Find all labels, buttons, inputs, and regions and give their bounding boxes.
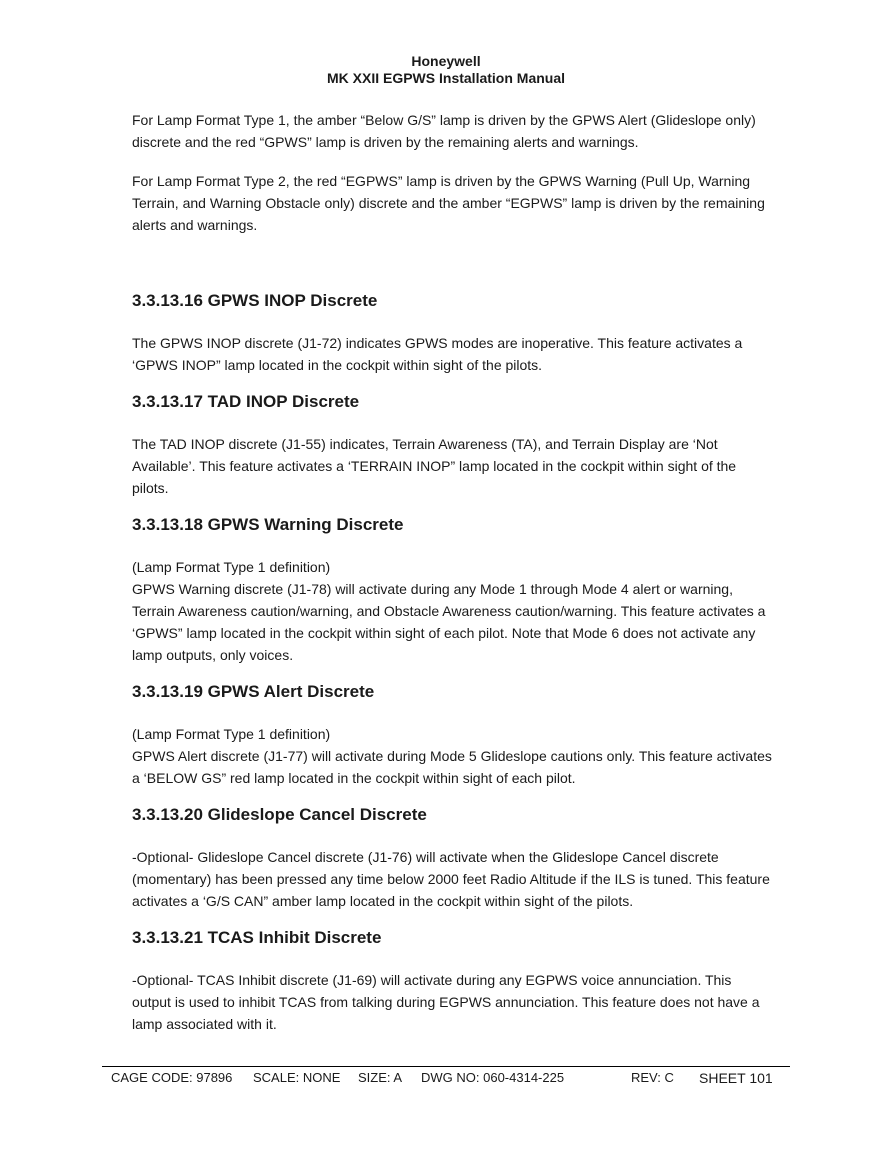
section-note-gpws-warning: (Lamp Format Type 1 definition) xyxy=(132,559,331,575)
intro-paragraph-1: For Lamp Format Type 1, the amber “Below G/S” lamp is driven by the GPWS Alert (Glideslope only) discrete and the red “GPWS” lamp is driven by the remaining alerts and warnings. xyxy=(132,112,756,150)
footer-sheet: SHEET 101 xyxy=(699,1070,773,1086)
section-title-gpws-inop: 3.3.13.16 GPWS INOP Discrete xyxy=(132,291,378,310)
section-title-glideslope-cancel: 3.3.13.20 Glideslope Cancel Discrete xyxy=(132,805,427,824)
page-header xyxy=(0,53,892,87)
footer-dwg-no: DWG NO: 060-4314-225 xyxy=(421,1070,565,1085)
footer-cage-code: CAGE CODE: 97896 xyxy=(111,1070,233,1085)
footer-divider xyxy=(102,1066,790,1067)
section-note-gpws-alert: (Lamp Format Type 1 definition) xyxy=(132,726,331,742)
footer-rev: REV: C xyxy=(631,1070,674,1085)
section-body-tad-inop: The TAD INOP discrete (J1-55) indicates, Terrain Awareness (TA), and Terrain Display are ‘Not Available’. This feature activates a ‘TERRAIN INOP” lamp located in the cockpit within sight of the pilots. xyxy=(132,436,737,496)
header-manual-title: MK XXII EGPWS Installation Manual xyxy=(326,70,566,86)
section-title-tcas-inhibit: 3.3.13.21 TCAS Inhibit Discrete xyxy=(132,928,382,947)
section-body-tcas-inhibit: -Optional- TCAS Inhibit discrete (J1-69) will activate during any EGPWS voice annunciation. This output is used to inhibit TCAS from talking during EGPWS annunciation. This feature does not have a lamp associated with it. xyxy=(132,972,760,1032)
section-title-gpws-alert: 3.3.13.19 GPWS Alert Discrete xyxy=(132,682,375,701)
section-title-tad-inop: 3.3.13.17 TAD INOP Discrete xyxy=(132,392,360,411)
footer-size: SIZE: A xyxy=(358,1070,403,1085)
section-body-gpws-inop: The GPWS INOP discrete (J1-72) indicates GPWS modes are inoperative. This feature activates a ‘GPWS INOP” lamp located in the cockpit within sight of the pilots. xyxy=(132,335,743,373)
section-body-glideslope-cancel: -Optional- Glideslope Cancel discrete (J1-76) will activate when the Glideslope Cancel discrete (momentary) has been pressed any time below 2000 feet Radio Altitude if the ILS is tuned. This feature activates a ‘G/S CAN” amber lamp located in the cockpit within sight of the pilots. xyxy=(132,849,770,909)
header-company: Honeywell xyxy=(411,53,481,69)
section-body-gpws-alert: GPWS Alert discrete (J1-77) will activate during Mode 5 Glideslope cautions only. This feature activates a ‘BELOW GS” red lamp located in the cockpit within sight of each pilot. xyxy=(132,748,772,786)
footer-scale: SCALE: NONE xyxy=(253,1070,341,1085)
section-body-gpws-warning: GPWS Warning discrete (J1-78) will activate during any Mode 1 through Mode 4 alert or warning, Terrain Awareness caution/warning, and Obstacle Awareness caution/warning. This feature activates a ‘GPWS” lamp located in the cockpit within sight of each pilot. Note that Mode 6 does not activate any lamp outputs, only voices. xyxy=(132,581,766,663)
section-title-gpws-warning: 3.3.13.18 GPWS Warning Discrete xyxy=(132,515,404,534)
intro-paragraph-2: For Lamp Format Type 2, the red “EGPWS” lamp is driven by the GPWS Warning (Pull Up, Warning Terrain, and Warning Obstacle only) discrete and the amber “EGPWS” lamp is driven by the remaining alerts and warnings. xyxy=(132,173,765,233)
document-body xyxy=(132,109,772,1035)
